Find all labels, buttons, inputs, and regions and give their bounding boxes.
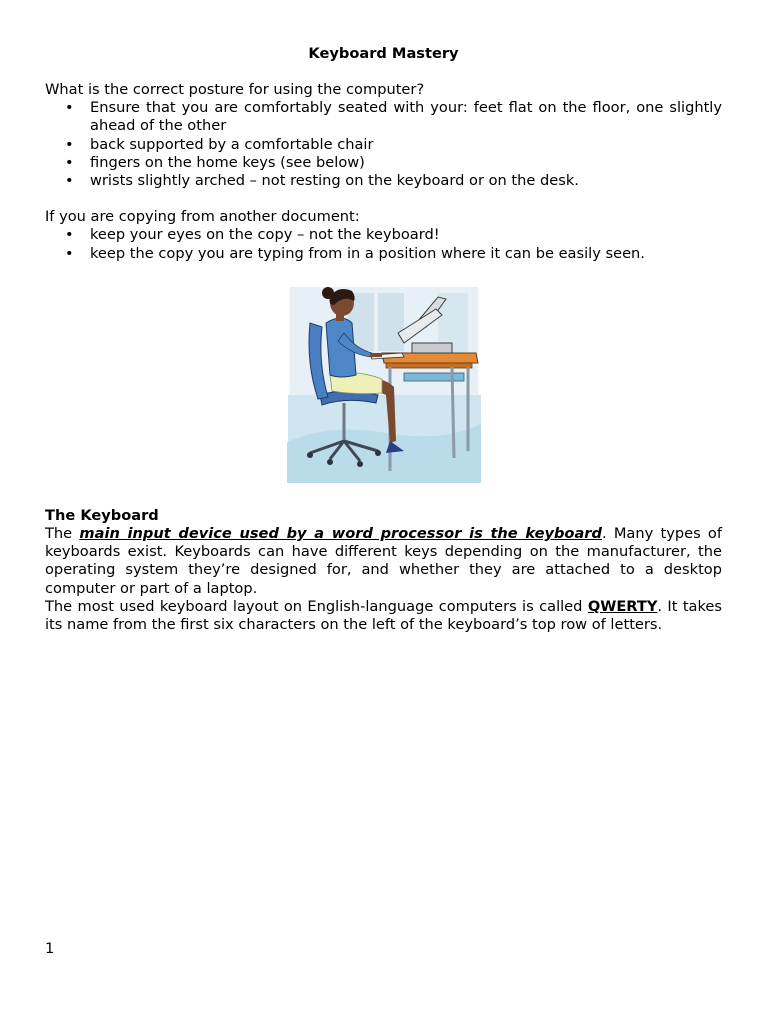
copying-intro: If you are copying from another document: <box>45 208 360 226</box>
list-item <box>45 226 722 244</box>
list-item-text: fingers on the home keys (see below) <box>90 153 365 171</box>
page-number: 1 <box>45 940 55 957</box>
document-page <box>45 45 722 634</box>
list-item-text: wrists slightly arched – not resting on the keyboard or on the desk. <box>90 172 579 190</box>
bullet-icon: • <box>65 99 74 117</box>
emphasis-text: QWERTY <box>587 597 658 615</box>
list-item-text: keep the copy you are typing from in a position where it can be easily seen. <box>90 244 645 262</box>
bullet-icon: • <box>65 153 74 171</box>
list-item-text: keep your eyes on the copy – not the keyboard! <box>90 226 440 244</box>
bullet-icon: • <box>65 244 74 262</box>
posture-list <box>45 99 722 190</box>
spacer <box>45 63 722 81</box>
list-item <box>45 99 722 135</box>
woman-at-computer-illustration <box>286 283 482 489</box>
paragraph-lead: The most used keyboard layout on English-language computers is called <box>45 597 588 615</box>
posture-question: What is the correct posture for using the computer? <box>45 81 425 98</box>
list-item-text: back supported by a comfortable chair <box>90 135 374 153</box>
figure-container <box>45 283 722 491</box>
list-item <box>45 245 722 263</box>
keyboard-paragraph-2 <box>45 598 722 634</box>
list-item-text: Ensure that you are comfortably seated with your: feet flat on the floor, one slightly ahead of the other <box>90 99 722 135</box>
paragraph-rest: . Many types of keyboards exist. Keyboards can have different keys depending on the manufacturer, the operating system they’re designed for, and whether they are attached to a desktop computer or part of a laptop. <box>45 525 722 597</box>
spacer <box>45 190 722 208</box>
list-item <box>45 172 722 190</box>
list-item <box>45 154 722 172</box>
list-item <box>45 136 722 154</box>
emphasis-text: main input device used by a word processor is the keyboard <box>79 525 602 543</box>
bullet-icon: • <box>65 172 74 190</box>
document-title: Keyboard Mastery <box>308 45 459 62</box>
copying-list <box>45 226 722 262</box>
keyboard-paragraph-1 <box>45 525 722 598</box>
section-heading: The Keyboard <box>45 506 159 524</box>
paragraph-lead: The <box>45 525 80 543</box>
bullet-icon: • <box>65 135 74 153</box>
bullet-icon: • <box>65 226 74 244</box>
paragraph-rest: . It takes its name from the first six characters on the left of the keyboard’s top row of letters. <box>45 597 722 634</box>
